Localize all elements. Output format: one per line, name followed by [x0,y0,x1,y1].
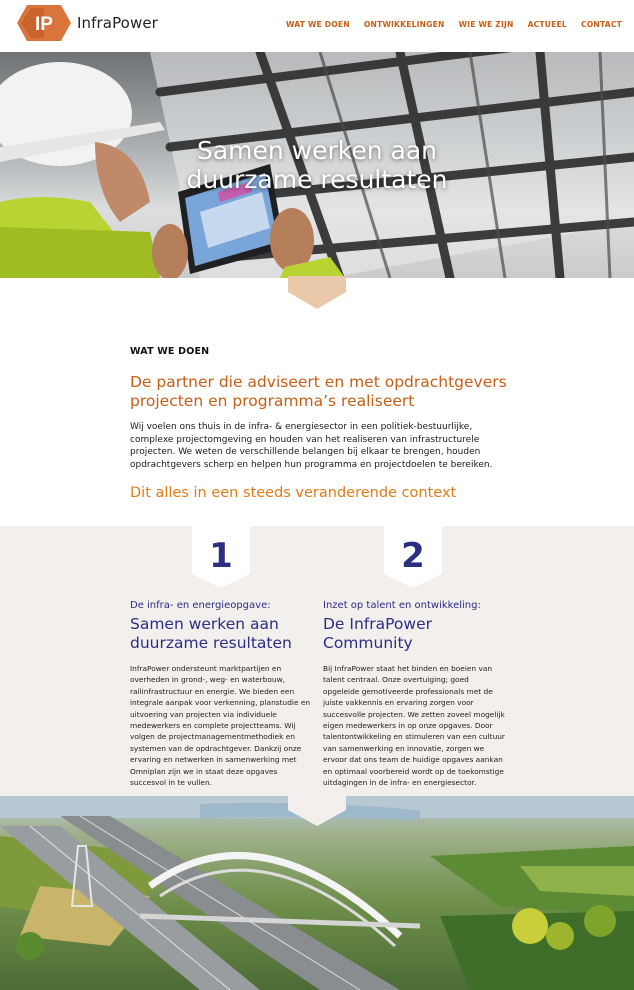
nav-actueel[interactable]: ACTUEEL [527,20,567,29]
logo-mark-icon [17,5,71,41]
hero-notch-shape [288,276,346,309]
nav-ontwikkelingen[interactable]: ONTWIKKELINGEN [363,20,445,29]
pillar-1-body: InfraPower ondersteunt marktpartijen en overheden in grond-, weg- en waterbouw, railinfrastructuur en energie. We bieden een integrale aanpak voor verkenning, planstudie en uitvoering van projecten via individuele medewerkers en complete projectteams. Wij volgen de projectmanagementmethodiek en systemen van de opdrachtgever. Dankzij onze ervaring en netwerken in samenwerking met Omniplan zijn we in staat deze opgaves succesvol in te vullen. [130,664,311,788]
pillar-2-number: 2 [401,536,425,576]
pillar-1-kicker: De infra- en energieopgave: [130,600,271,611]
intro-lead: De partner die adviseert en met opdrachtgevers projecten en programma’s realiseert [130,373,507,410]
hero-title [130,136,504,194]
main-nav [286,20,622,29]
hero-banner [0,52,634,278]
pillar-1-title: Samen werken aan duurzame resultaten [130,615,292,652]
nav-wie-we-zijn[interactable]: WIE WE ZIJN [458,20,514,29]
pillar-2-title: De InfraPower Community [323,615,432,652]
nav-contact[interactable]: CONTACT [580,20,622,29]
pillar-2-body: Bij InfraPower staat het binden en boeien van talent centraal. Onze overtuiging; goed opgeleide gemotiveerde professionals met de juiste vakkennis en ervaring zorgen voor succesvolle projecten. We zetten zoveel mogelijk eigen medewerkers in op onze opgaves. Door talentontwikkeling en stimuleren van een cultuur van samenwerking en innovatie, zorgen we ervoor dat ons team de huidige opgaves aankan en optimaal voorbereid wordt op de toekomstige uitdagingen in de infra- en energiesector. [323,664,505,788]
intro-eyebrow: WAT WE DOEN [130,346,210,357]
hero-title-line2: duurzame resultaten [186,165,448,194]
aerial-notch-shape [288,796,346,826]
site-header [0,0,634,52]
pillar-2-kicker: Inzet op talent en ontwikkeling: [323,600,481,611]
logo[interactable] [17,5,161,41]
pillars-band [0,526,634,796]
intro-body: Wij voelen ons thuis in de infra- & energiesector in een politiek-bestuurlijke, complexe projectomgeving en houden van het realiseren van infrastructurele projecten. We weten de verschillende belangen bij elkaar te brengen, houden opdrachtgevers scherp en helpen hun programma en projectdoelen te bereiken. [130,422,493,470]
logo-mark-text: IP [35,14,53,35]
logo-text: InfraPower [77,14,158,32]
pillar-1-number: 1 [209,536,233,576]
hero-title-line1: Samen werken aan [196,136,438,165]
pillar-1 [130,600,312,788]
pillar-2 [323,600,505,788]
nav-wat-we-doen[interactable]: WAT WE DOEN [286,20,350,29]
intro-section [130,346,510,501]
intro-subhead: Dit alles in een steeds veranderende context [130,485,457,501]
